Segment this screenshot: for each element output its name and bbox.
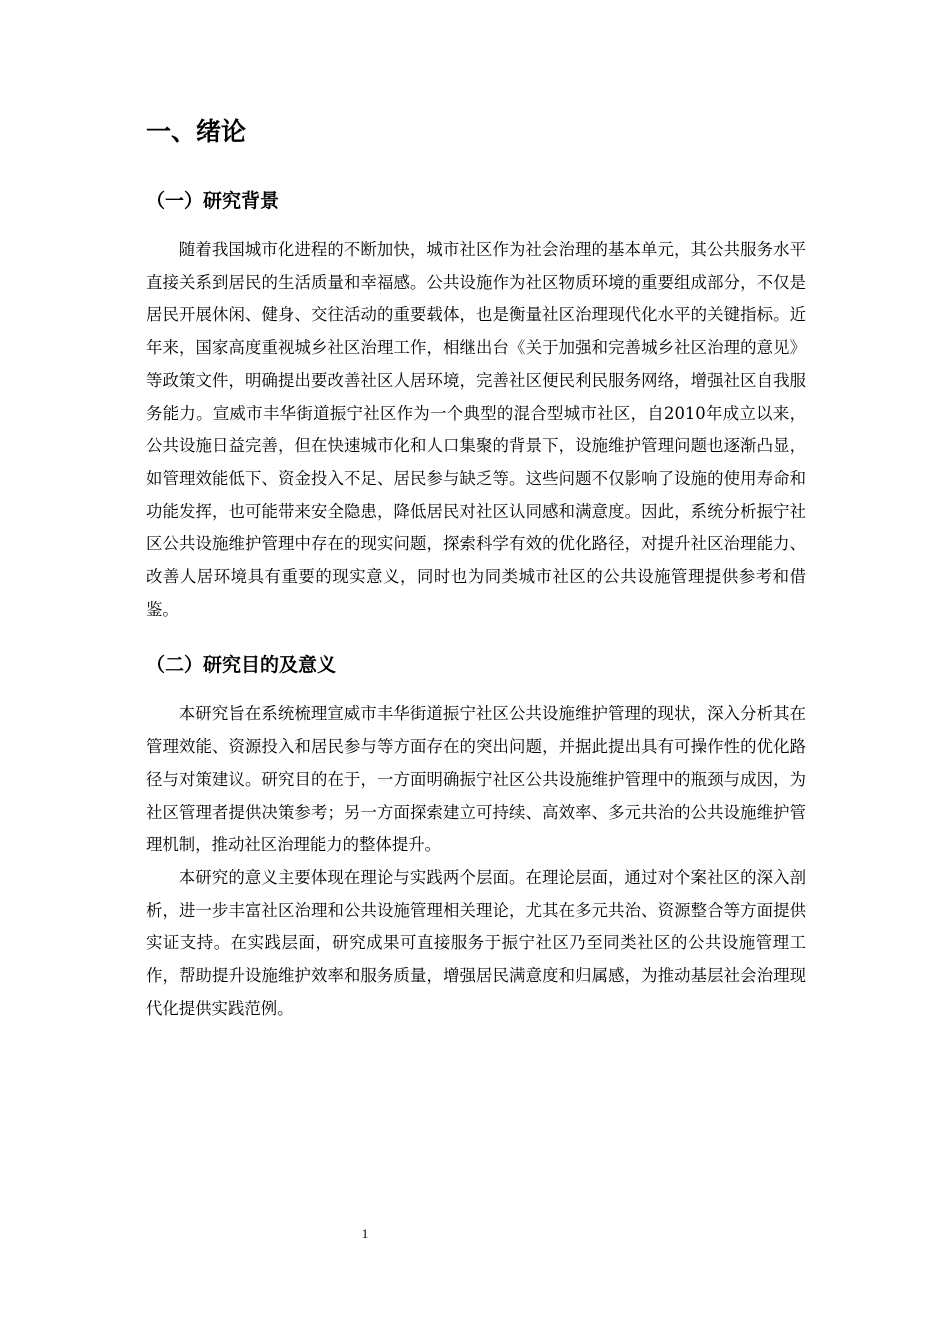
paragraph-background: 随着我国城市化进程的不断加快，城市社区作为社会治理的基本单元，其公共服务水平直接关系到居民的生活质量和幸福感。公共设施作为社区物质环境的重要组成部分，不仅是居民开展休闲、健身、交往活动的重要载体，也是衡量社区治理现代化水平的关键指标。近年来，国家高度重视城乡社区治理工作，相继出台《关于加强和完善城乡社区治理的意见》等政策文件，明确提出要改善社区人居环境，完善社区便民利民服务网络，增强社区自我服务能力。宣威市丰华街道振宁社区作为一个典型的混合型城市社区，自2010年成立以来，公共设施日益完善，但在快速城市化和人口集聚的背景下，设施维护管理问题也逐渐凸显，如管理效能低下、资金投入不足、居民参与缺乏等。这些问题不仅影响了设施的使用寿命和功能发挥，也可能带来安全隐患，降低居民对社区认同感和满意度。因此，系统分析振宁社区公共设施维护管理中存在的现实问题，探索科学有效的优化路径，对提升社区治理能力、改善人居环境具有重要的现实意义，同时也为同类城市社区的公共设施管理提供参考和借鉴。 — [146, 240, 806, 619]
section-purpose — [146, 650, 806, 1025]
paragraph-significance: 本研究的意义主要体现在理论与实践两个层面。在理论层面，通过对个案社区的深入剖析，进一步丰富社区治理和公共设施管理相关理论，尤其在多元共治、资源整合等方面提供实证支持。在实践层面，研究成果可直接服务于振宁社区乃至同类社区的公共设施管理工作，帮助提升设施维护效率和服务质量，增强居民满意度和归属感，为推动基层社会治理现代化提供实践范例。 — [146, 867, 806, 1018]
chapter-title: 一、绪论 — [146, 117, 247, 146]
page-number: 1 — [361, 1226, 369, 1241]
section-background — [146, 186, 806, 626]
page-content — [146, 112, 806, 1025]
paragraph-purpose: 本研究旨在系统梳理宣威市丰华街道振宁社区公共设施维护管理的现状，深入分析其在管理效能、资源投入和居民参与等方面存在的突出问题，并据此提出具有可操作性的优化路径与对策建议。研究目的在于，一方面明确振宁社区公共设施维护管理中的瓶颈与成因，为社区管理者提供决策参考；另一方面探索建立可持续、高效率、多元共治的公共设施维护管理机制，推动社区治理能力的整体提升。 — [146, 704, 806, 855]
section-title-background: （一）研究背景 — [146, 190, 280, 212]
section-title-purpose: （二）研究目的及意义 — [146, 654, 337, 677]
